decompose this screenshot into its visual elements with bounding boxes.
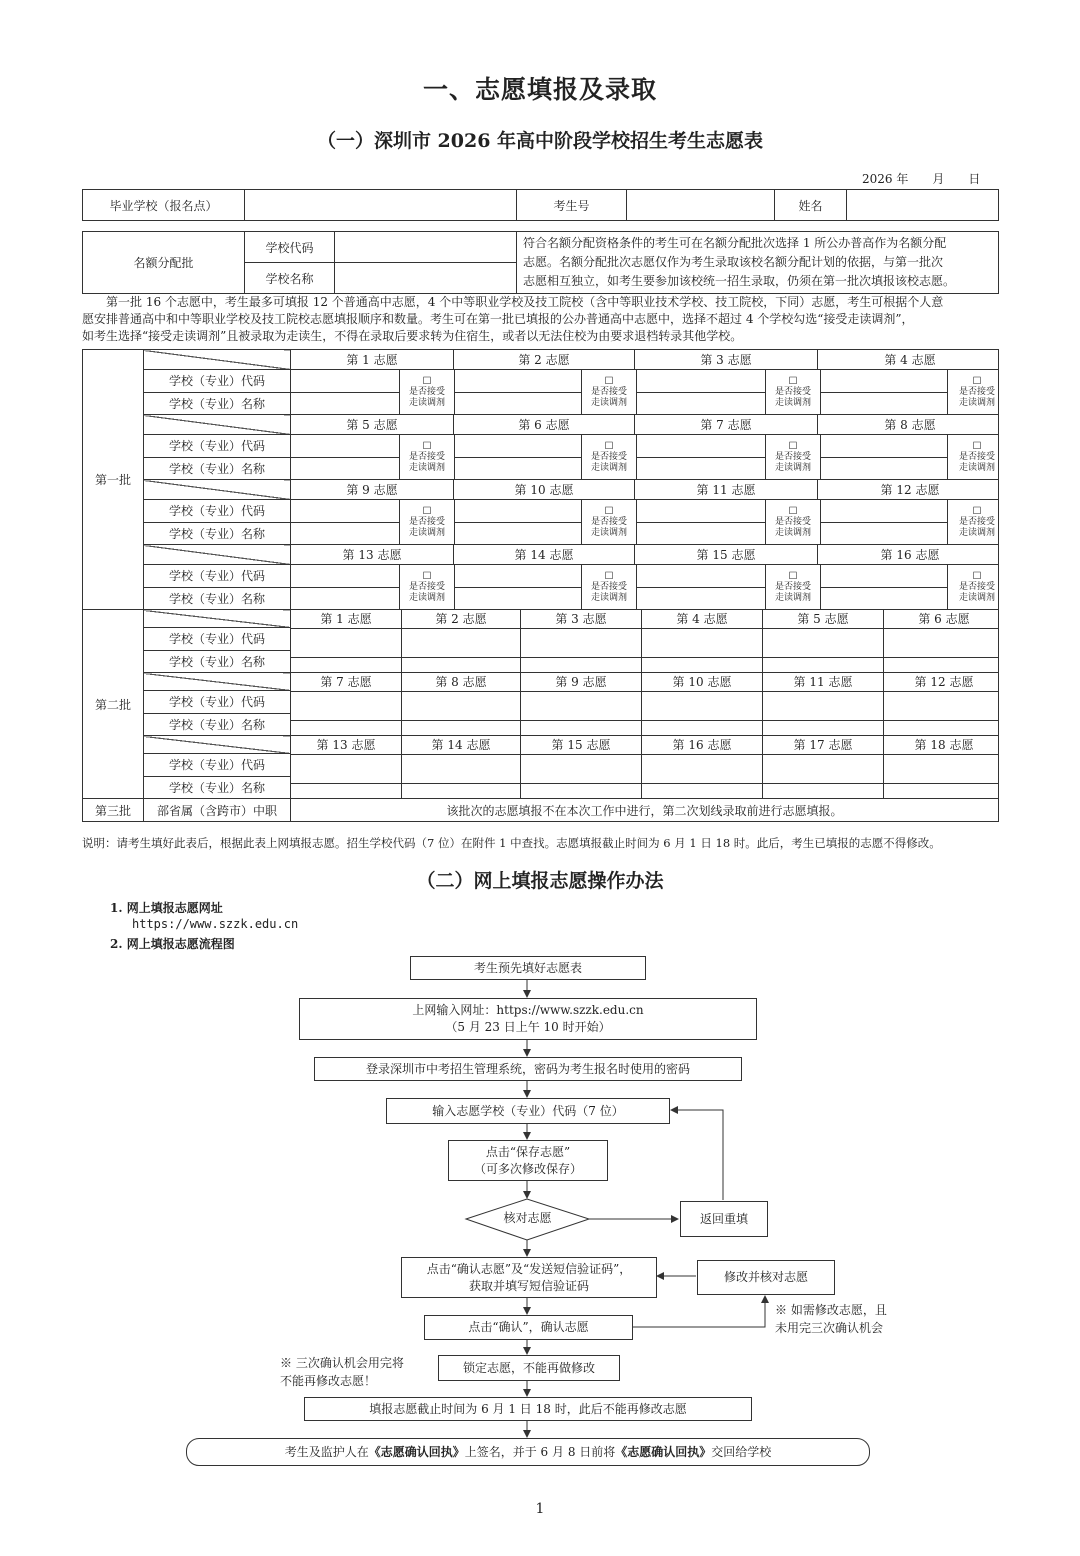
batch1-instructions: 第一批 16 个志愿中，考生最多可填报 12 个普通高中志愿，4 个中等职业学校及技工院校（含中等职业技术学校、技工院校，下同）志愿，考生可根据个人意 愿安排普通高中和中等职业学校及技工院校志愿填报顺序和数量。考生可在第一批已填报的公办普通高中志愿中，选择不超过 4 个学校勾选“接受走读调剂”， 如考生选择“接受走读调剂”且被录取为走读生，不得在录取后要求转为住宿生，或者以无法住校为由要求退档转录其他学校。 <box>82 295 944 343</box>
list-item-flowchart: 2. 网上填报志愿流程图 <box>110 937 235 951</box>
preference-number: 第 14 志愿 <box>454 545 635 564</box>
flow-step-confirm-sms: 点击“确认志愿”及“发送短信验证码”， 获取并填写短信验证码 <box>401 1257 657 1298</box>
flow-step-prefill: 考生预先填好志愿表 <box>410 956 646 980</box>
preference-number: 第 4 志愿 <box>642 610 763 628</box>
student-name-label: 姓名 <box>775 190 847 221</box>
preference-number: 第 13 志愿 <box>291 736 402 754</box>
website-url[interactable]: https://www.szzk.edu.cn <box>132 917 299 931</box>
quota-batch-label: 名额分配批 <box>83 232 245 294</box>
row-label-name: 学校（专业）名称 <box>144 392 291 415</box>
preference-number: 第 16 志愿 <box>818 545 999 564</box>
preference-number: 第 14 志愿 <box>402 736 521 754</box>
accept-commute-label: 走读调剂 <box>590 462 627 473</box>
batch3-label: 第三批 <box>83 799 144 822</box>
flow-step-save: 点击“保存志愿” （可多次修改保存） <box>448 1140 608 1181</box>
accept-commute-label: 是否接受 <box>958 451 995 462</box>
accept-commute-label: 是否接受 <box>774 386 811 397</box>
accept-commute-label: 走读调剂 <box>958 592 995 603</box>
accept-commute-label: 走读调剂 <box>408 397 445 408</box>
accept-commute-label: 走读调剂 <box>590 527 627 538</box>
preference-number: 第 13 志愿 <box>342 548 402 562</box>
checkbox-icon[interactable]: ☐ <box>422 440 432 452</box>
preference-number: 第 17 志愿 <box>763 736 884 754</box>
accept-commute-label: 走读调剂 <box>590 397 627 408</box>
checkbox-icon[interactable]: ☐ <box>604 440 614 452</box>
preference-number: 第 12 志愿 <box>884 673 999 691</box>
preference-number: 第 6 志愿 <box>454 415 635 434</box>
checkbox-icon[interactable]: ☐ <box>422 375 432 387</box>
row-label-code: 学校（专业）代码 <box>144 754 291 776</box>
accept-commute-label: 走读调剂 <box>774 462 811 473</box>
flow-step-check: 核对志愿 <box>503 1211 552 1225</box>
checkbox-icon[interactable]: ☐ <box>422 505 432 517</box>
accept-commute-label: 是否接受 <box>590 516 627 527</box>
checkbox-icon[interactable]: ☐ <box>972 505 982 517</box>
accept-commute-label: 走读调剂 <box>774 592 811 603</box>
preference-number: 第 4 志愿 <box>818 350 999 369</box>
page-number: 1 <box>535 1501 545 1517</box>
row-label-code: 学校（专业）代码 <box>144 370 291 393</box>
row-label-code: 学校（专业）代码 <box>144 628 291 650</box>
row-label-code: 学校（专业）代码 <box>144 435 291 458</box>
accept-commute-label: 走读调剂 <box>958 397 995 408</box>
flow-step-confirm: 点击“确认”，确认志愿 <box>424 1315 633 1340</box>
preference-number: 第 12 志愿 <box>818 480 999 499</box>
quota-note: 符合名额分配资格条件的考生可在名额分配批次选择 1 所公办普高作为名额分配 志愿。名额分配批次志愿仅作为考生录取该校名额分配计划的依据，与第一批次 志愿相互独立，如考生要参加该校统一招生录取，仍须在第一批次填报该校志愿。 <box>517 232 999 294</box>
form-date: 2026 年 月 日 <box>862 172 981 186</box>
preference-number: 第 1 志愿 <box>346 353 398 367</box>
flow-note-locked: ※ 三次确认机会用完将 不能再修改志愿！ <box>280 1356 404 1388</box>
accept-commute-label: 是否接受 <box>590 581 627 592</box>
checkbox-icon[interactable]: ☐ <box>972 375 982 387</box>
accept-commute-label: 走读调剂 <box>590 592 627 603</box>
accept-commute-label: 是否接受 <box>774 581 811 592</box>
preference-number: 第 15 志愿 <box>521 736 642 754</box>
preference-number: 第 5 志愿 <box>346 418 398 432</box>
row-label-code: 学校（专业）代码 <box>144 565 291 588</box>
checkbox-icon[interactable]: ☐ <box>604 505 614 517</box>
flow-note-modify: ※ 如需修改志愿，且 未用完三次确认机会 <box>775 1303 887 1335</box>
preference-number: 第 2 志愿 <box>454 350 635 369</box>
accept-commute-label: 是否接受 <box>408 516 445 527</box>
accept-commute-label: 是否接受 <box>408 386 445 397</box>
row-label-name: 学校（专业）名称 <box>144 776 291 798</box>
accept-commute-label: 走读调剂 <box>408 462 445 473</box>
quota-school-code-label: 学校代码 <box>245 232 335 263</box>
accept-commute-label: 走读调剂 <box>774 527 811 538</box>
checkbox-icon[interactable]: ☐ <box>422 570 432 582</box>
flow-step-modify: 修改并核对志愿 <box>697 1260 835 1295</box>
batch1-label: 第一批 <box>83 350 144 610</box>
row-label-code: 学校（专业）代码 <box>144 691 291 713</box>
row-label-name: 学校（专业）名称 <box>144 587 291 610</box>
flow-step-refill: 返回重填 <box>680 1201 768 1237</box>
preference-number: 第 10 志愿 <box>454 480 635 499</box>
accept-commute-label: 走读调剂 <box>408 592 445 603</box>
accept-commute-label: 是否接受 <box>958 516 995 527</box>
batch3-category: 部省属（含跨市）中职 <box>144 799 291 822</box>
preference-number: 第 18 志愿 <box>884 736 999 754</box>
row-label-name: 学校（专业）名称 <box>144 650 291 672</box>
preference-number: 第 7 志愿 <box>635 415 818 434</box>
checkbox-icon[interactable]: ☐ <box>972 570 982 582</box>
accept-commute-label: 走读调剂 <box>958 462 995 473</box>
preference-number: 第 2 志愿 <box>402 610 521 628</box>
graduation-school-label: 毕业学校（报名点） <box>83 190 245 221</box>
accept-commute-label: 走读调剂 <box>958 527 995 538</box>
preference-number: 第 1 志愿 <box>291 610 402 628</box>
checkbox-icon[interactable]: ☐ <box>604 570 614 582</box>
checkbox-icon[interactable]: ☐ <box>788 505 798 517</box>
preference-number: 第 9 志愿 <box>346 483 398 497</box>
preference-number: 第 9 志愿 <box>521 673 642 691</box>
accept-commute-label: 是否接受 <box>958 581 995 592</box>
checkbox-icon[interactable]: ☐ <box>972 440 982 452</box>
accept-commute-label: 是否接受 <box>590 386 627 397</box>
preference-number: 第 6 志愿 <box>884 610 999 628</box>
row-label-name: 学校（专业）名称 <box>144 457 291 480</box>
preference-number: 第 7 志愿 <box>291 673 402 691</box>
preference-number: 第 10 志愿 <box>642 673 763 691</box>
preference-number: 第 3 志愿 <box>521 610 642 628</box>
accept-commute-label: 是否接受 <box>408 581 445 592</box>
exam-number-label: 考生号 <box>517 190 627 221</box>
flow-step-receipt: 考生及监护人在 《志愿确认回执》 上签名，并于 6 月 8 日前将 《志愿确认回执》 交回给学校 <box>186 1438 870 1466</box>
preference-number: 第 16 志愿 <box>642 736 763 754</box>
flow-step-open-website: 上网输入网址：https://www.szzk.edu.cn （5 月 23 日上午 10 时开始） <box>299 998 757 1040</box>
accept-commute-label: 是否接受 <box>958 386 995 397</box>
quota-school-name-label: 学校名称 <box>245 263 335 294</box>
accept-commute-label: 是否接受 <box>774 451 811 462</box>
checkbox-icon[interactable]: ☐ <box>788 440 798 452</box>
section2-title: （二）网上填报志愿操作办法 <box>416 870 664 892</box>
accept-commute-label: 是否接受 <box>774 516 811 527</box>
batch3-note: 该批次的志愿填报不在本次工作中进行，第二次划线录取前进行志愿填报。 <box>291 799 999 822</box>
preference-number: 第 8 志愿 <box>818 415 999 434</box>
row-label-name: 学校（专业）名称 <box>144 522 291 545</box>
preference-number: 第 11 志愿 <box>763 673 884 691</box>
batch2-label: 第二批 <box>83 610 144 799</box>
checkbox-icon[interactable]: ☐ <box>788 570 798 582</box>
preference-number: 第 5 志愿 <box>763 610 884 628</box>
preference-number: 第 8 志愿 <box>402 673 521 691</box>
flow-step-login: 登录深圳市中考招生管理系统，密码为考生报名时使用的密码 <box>314 1057 742 1081</box>
flow-step-lock: 锁定志愿，不能再做修改 <box>438 1355 620 1381</box>
row-label-name: 学校（专业）名称 <box>144 713 291 735</box>
accept-commute-label: 走读调剂 <box>774 397 811 408</box>
flow-step-enter-code: 输入志愿学校（专业）代码（7 位） <box>386 1098 670 1124</box>
preference-number: 第 11 志愿 <box>635 480 818 499</box>
preference-number: 第 15 志愿 <box>635 545 818 564</box>
row-label-code: 学校（专业）代码 <box>144 500 291 523</box>
flow-step-deadline: 填报志愿截止时间为 6 月 1 日 18 时，此后不能再修改志愿 <box>304 1397 752 1421</box>
accept-commute-label: 是否接受 <box>590 451 627 462</box>
form-explanation: 说明：请考生填好此表后，根据此表上网填报志愿。招生学校代码（7 位）在附件 1 中查找。志愿填报截止时间为 6 月 1 日 18 时。此后，考生已填报的志愿不得修改。 <box>82 836 941 850</box>
checkbox-icon[interactable]: ☐ <box>788 375 798 387</box>
preference-number: 第 3 志愿 <box>635 350 818 369</box>
form-title: （一）深圳市 2026 年高中阶段学校招生考生志愿表 <box>316 130 764 152</box>
checkbox-icon[interactable]: ☐ <box>604 375 614 387</box>
list-item-website: 1. 网上填报志愿网址 <box>110 901 223 915</box>
accept-commute-label: 走读调剂 <box>408 527 445 538</box>
accept-commute-label: 是否接受 <box>408 451 445 462</box>
page-title: 一、志愿填报及录取 <box>422 75 657 104</box>
